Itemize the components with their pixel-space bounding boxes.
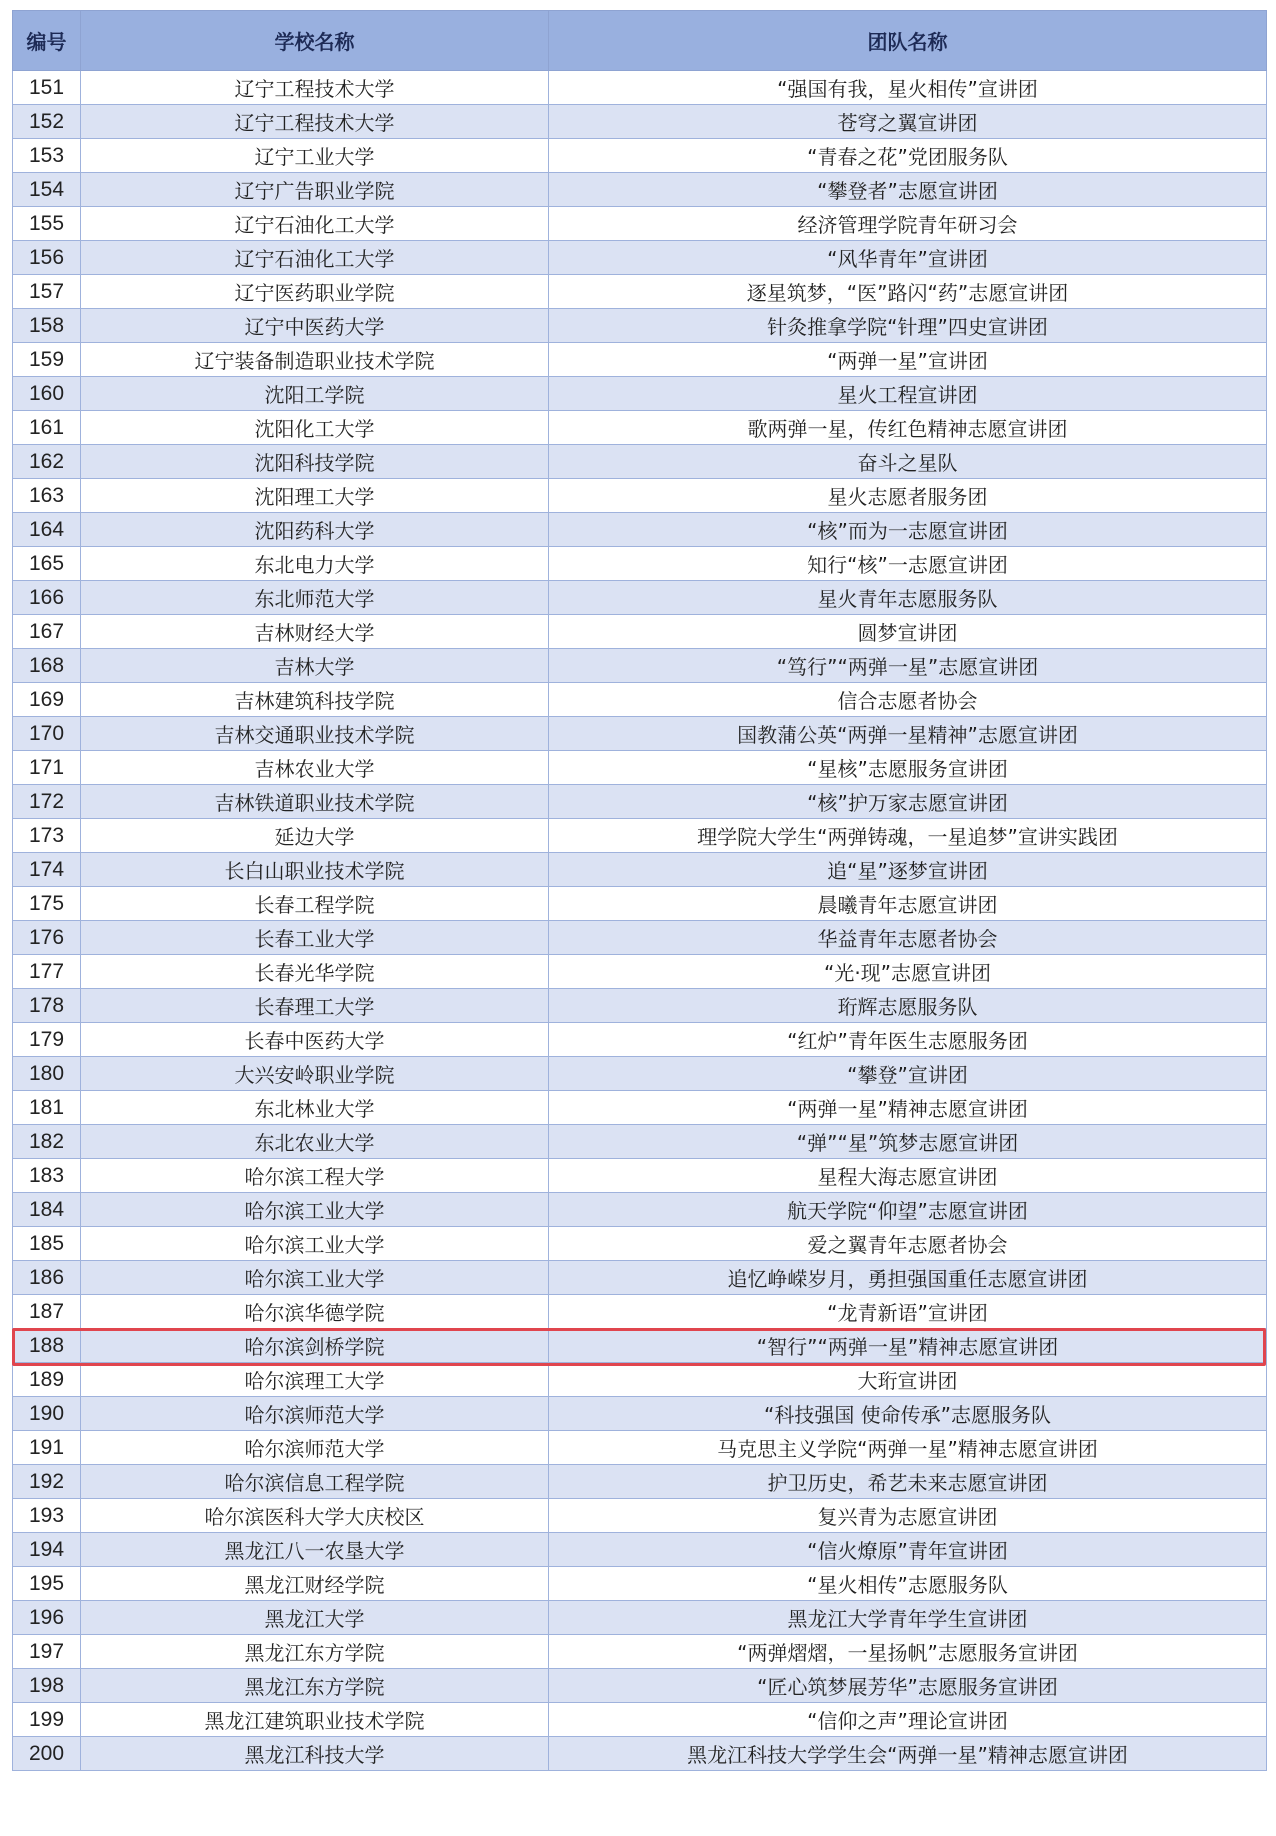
team-name-cell: 针灸推拿学院“针理”四史宣讲团 <box>549 309 1267 343</box>
row-number-cell: 176 <box>13 921 81 955</box>
row-number-cell: 169 <box>13 683 81 717</box>
team-name-cell: “匠心筑梦展芳华”志愿服务宣讲团 <box>549 1669 1267 1703</box>
school-name-cell: 黑龙江东方学院 <box>81 1635 549 1669</box>
row-number-cell: 171 <box>13 751 81 785</box>
school-name-cell: 哈尔滨工业大学 <box>81 1193 549 1227</box>
team-name-cell: 大珩宣讲团 <box>549 1363 1267 1397</box>
team-name-cell: 经济管理学院青年研习会 <box>549 207 1267 241</box>
table-row <box>13 139 1267 173</box>
team-name-cell: 追忆峥嵘岁月，勇担强国重任志愿宣讲团 <box>549 1261 1267 1295</box>
table-row <box>13 955 1267 989</box>
school-name-cell: 沈阳药科大学 <box>81 513 549 547</box>
team-name-cell: “智行”“两弹一星”精神志愿宣讲团 <box>549 1329 1267 1363</box>
school-name-cell: 沈阳工学院 <box>81 377 549 411</box>
row-number-cell: 180 <box>13 1057 81 1091</box>
table-row <box>13 717 1267 751</box>
table-row <box>13 1703 1267 1737</box>
row-number-cell: 188 <box>13 1329 81 1363</box>
table-row <box>13 343 1267 377</box>
school-name-cell: 辽宁石油化工大学 <box>81 241 549 275</box>
school-name-cell: 吉林农业大学 <box>81 751 549 785</box>
table-row <box>13 819 1267 853</box>
header-team-name: 团队名称 <box>549 11 1267 71</box>
table-row <box>13 1023 1267 1057</box>
school-name-cell: 黑龙江大学 <box>81 1601 549 1635</box>
team-name-cell: “风华青年”宣讲团 <box>549 241 1267 275</box>
row-number-cell: 152 <box>13 105 81 139</box>
table-row <box>13 1261 1267 1295</box>
table-row <box>13 105 1267 139</box>
school-name-cell: 东北农业大学 <box>81 1125 549 1159</box>
row-number-cell: 151 <box>13 71 81 105</box>
row-number-cell: 170 <box>13 717 81 751</box>
team-name-cell: 马克思主义学院“两弹一星”精神志愿宣讲团 <box>549 1431 1267 1465</box>
table-row <box>13 377 1267 411</box>
team-name-cell: “两弹一星”宣讲团 <box>549 343 1267 377</box>
table-row <box>13 1091 1267 1125</box>
school-name-cell: 黑龙江财经学院 <box>81 1567 549 1601</box>
row-number-cell: 178 <box>13 989 81 1023</box>
school-name-cell: 哈尔滨信息工程学院 <box>81 1465 549 1499</box>
team-name-cell: “攀登者”志愿宣讲团 <box>549 173 1267 207</box>
school-name-cell: 哈尔滨剑桥学院 <box>81 1329 549 1363</box>
team-name-cell: 星火青年志愿服务队 <box>549 581 1267 615</box>
row-number-cell: 181 <box>13 1091 81 1125</box>
table-row <box>13 1363 1267 1397</box>
team-name-cell: 圆梦宣讲团 <box>549 615 1267 649</box>
table-row <box>13 275 1267 309</box>
school-name-cell: 东北林业大学 <box>81 1091 549 1125</box>
row-number-cell: 159 <box>13 343 81 377</box>
table-row <box>13 751 1267 785</box>
school-name-cell: 哈尔滨工程大学 <box>81 1159 549 1193</box>
school-name-cell: 辽宁医药职业学院 <box>81 275 549 309</box>
school-name-cell: 吉林铁道职业技术学院 <box>81 785 549 819</box>
row-number-cell: 162 <box>13 445 81 479</box>
team-name-cell: “龙青新语”宣讲团 <box>549 1295 1267 1329</box>
school-name-cell: 哈尔滨医科大学大庆校区 <box>81 1499 549 1533</box>
row-number-cell: 173 <box>13 819 81 853</box>
row-number-cell: 194 <box>13 1533 81 1567</box>
team-name-cell: “红炉”青年医生志愿服务团 <box>549 1023 1267 1057</box>
row-number-cell: 182 <box>13 1125 81 1159</box>
table-row <box>13 581 1267 615</box>
school-name-cell: 哈尔滨理工大学 <box>81 1363 549 1397</box>
table-row <box>13 309 1267 343</box>
row-number-cell: 186 <box>13 1261 81 1295</box>
table-row <box>13 887 1267 921</box>
row-number-cell: 200 <box>13 1737 81 1771</box>
table-row <box>13 445 1267 479</box>
table-row <box>13 1159 1267 1193</box>
table-row <box>13 547 1267 581</box>
team-name-cell: “星火相传”志愿服务队 <box>549 1567 1267 1601</box>
table-row <box>13 649 1267 683</box>
school-name-cell: 长春工业大学 <box>81 921 549 955</box>
school-name-cell: 吉林交通职业技术学院 <box>81 717 549 751</box>
school-name-cell: 延边大学 <box>81 819 549 853</box>
table-row <box>13 921 1267 955</box>
team-name-cell: “青春之花”党团服务队 <box>549 139 1267 173</box>
row-number-cell: 189 <box>13 1363 81 1397</box>
school-name-cell: 黑龙江建筑职业技术学院 <box>81 1703 549 1737</box>
table-row <box>13 1193 1267 1227</box>
table-row <box>13 989 1267 1023</box>
table-row <box>13 1533 1267 1567</box>
team-name-cell: “核”而为一志愿宣讲团 <box>549 513 1267 547</box>
school-name-cell: 长春光华学院 <box>81 955 549 989</box>
school-name-cell: 哈尔滨工业大学 <box>81 1227 549 1261</box>
team-name-cell: 信合志愿者协会 <box>549 683 1267 717</box>
row-number-cell: 190 <box>13 1397 81 1431</box>
team-name-cell: 国教蒲公英“两弹一星精神”志愿宣讲团 <box>549 717 1267 751</box>
school-name-cell: 吉林大学 <box>81 649 549 683</box>
team-name-cell: “弹”“星”筑梦志愿宣讲团 <box>549 1125 1267 1159</box>
row-number-cell: 153 <box>13 139 81 173</box>
row-number-cell: 193 <box>13 1499 81 1533</box>
row-number-cell: 174 <box>13 853 81 887</box>
school-name-cell: 辽宁装备制造职业技术学院 <box>81 343 549 377</box>
row-number-cell: 166 <box>13 581 81 615</box>
team-name-cell: 奋斗之星队 <box>549 445 1267 479</box>
table-row <box>13 411 1267 445</box>
school-name-cell: 哈尔滨师范大学 <box>81 1397 549 1431</box>
team-name-cell: “笃行”“两弹一星”志愿宣讲团 <box>549 649 1267 683</box>
header-school-name: 学校名称 <box>81 11 549 71</box>
team-name-cell: 星火志愿者服务团 <box>549 479 1267 513</box>
team-name-cell: 追“星”逐梦宣讲团 <box>549 853 1267 887</box>
team-name-cell: 爱之翼青年志愿者协会 <box>549 1227 1267 1261</box>
team-name-cell: 黑龙江科技大学学生会“两弹一星”精神志愿宣讲团 <box>549 1737 1267 1771</box>
row-number-cell: 197 <box>13 1635 81 1669</box>
school-name-cell: 长春中医药大学 <box>81 1023 549 1057</box>
school-name-cell: 东北师范大学 <box>81 581 549 615</box>
school-name-cell: 辽宁工业大学 <box>81 139 549 173</box>
table-row <box>13 1669 1267 1703</box>
team-name-cell: 华益青年志愿者协会 <box>549 921 1267 955</box>
table-body <box>13 71 1267 1771</box>
row-number-cell: 165 <box>13 547 81 581</box>
school-name-cell: 吉林财经大学 <box>81 615 549 649</box>
table-row <box>13 785 1267 819</box>
school-name-cell: 辽宁石油化工大学 <box>81 207 549 241</box>
team-name-cell: 星程大海志愿宣讲团 <box>549 1159 1267 1193</box>
team-name-cell: “星核”志愿服务宣讲团 <box>549 751 1267 785</box>
row-number-cell: 179 <box>13 1023 81 1057</box>
school-name-cell: 长白山职业技术学院 <box>81 853 549 887</box>
table-header <box>13 11 1267 71</box>
school-name-cell: 沈阳科技学院 <box>81 445 549 479</box>
team-name-cell: “核”护万家志愿宣讲团 <box>549 785 1267 819</box>
school-name-cell: 黑龙江八一农垦大学 <box>81 1533 549 1567</box>
row-number-cell: 164 <box>13 513 81 547</box>
school-name-cell: 长春理工大学 <box>81 989 549 1023</box>
row-number-cell: 161 <box>13 411 81 445</box>
table-row <box>13 1737 1267 1771</box>
team-name-cell: “信仰之声”理论宣讲团 <box>549 1703 1267 1737</box>
school-name-cell: 黑龙江科技大学 <box>81 1737 549 1771</box>
school-name-cell: 哈尔滨华德学院 <box>81 1295 549 1329</box>
table-row <box>13 1295 1267 1329</box>
team-name-cell: “信火燎原”青年宣讲团 <box>549 1533 1267 1567</box>
team-name-cell: 星火工程宣讲团 <box>549 377 1267 411</box>
team-name-cell: 理学院大学生“两弹铸魂，一星追梦”宣讲实践团 <box>549 819 1267 853</box>
row-number-cell: 160 <box>13 377 81 411</box>
row-number-cell: 167 <box>13 615 81 649</box>
row-number-cell: 196 <box>13 1601 81 1635</box>
table-row <box>13 513 1267 547</box>
school-name-cell: 辽宁中医药大学 <box>81 309 549 343</box>
row-number-cell: 183 <box>13 1159 81 1193</box>
table-row <box>13 1465 1267 1499</box>
school-name-cell: 哈尔滨师范大学 <box>81 1431 549 1465</box>
row-number-cell: 156 <box>13 241 81 275</box>
row-number-cell: 185 <box>13 1227 81 1261</box>
table-row <box>13 1397 1267 1431</box>
table-row <box>13 1567 1267 1601</box>
team-name-cell: “强国有我，星火相传”宣讲团 <box>549 71 1267 105</box>
team-name-cell: 知行“核”一志愿宣讲团 <box>549 547 1267 581</box>
table-row <box>13 1125 1267 1159</box>
row-number-cell: 198 <box>13 1669 81 1703</box>
row-number-cell: 199 <box>13 1703 81 1737</box>
row-number-cell: 192 <box>13 1465 81 1499</box>
row-number-cell: 191 <box>13 1431 81 1465</box>
team-name-cell: “攀登”宣讲团 <box>549 1057 1267 1091</box>
team-name-cell: 苍穹之翼宣讲团 <box>549 105 1267 139</box>
table-row <box>13 1601 1267 1635</box>
table-row <box>13 683 1267 717</box>
school-name-cell: 辽宁广告职业学院 <box>81 173 549 207</box>
table-row <box>13 1057 1267 1091</box>
row-number-cell: 172 <box>13 785 81 819</box>
header-number: 编号 <box>13 11 81 71</box>
row-number-cell: 155 <box>13 207 81 241</box>
table-row <box>13 853 1267 887</box>
row-number-cell: 158 <box>13 309 81 343</box>
team-name-cell: 逐星筑梦，“医”路闪“药”志愿宣讲团 <box>549 275 1267 309</box>
school-name-cell: 沈阳理工大学 <box>81 479 549 513</box>
school-name-cell: 吉林建筑科技学院 <box>81 683 549 717</box>
team-name-cell: “科技强国 使命传承”志愿服务队 <box>549 1397 1267 1431</box>
school-name-cell: 黑龙江东方学院 <box>81 1669 549 1703</box>
table-row <box>13 1635 1267 1669</box>
table-row <box>13 71 1267 105</box>
team-name-cell: 歌两弹一星，传红色精神志愿宣讲团 <box>549 411 1267 445</box>
table-row <box>13 1499 1267 1533</box>
team-name-cell: 晨曦青年志愿宣讲团 <box>549 887 1267 921</box>
team-name-cell: “光·现”志愿宣讲团 <box>549 955 1267 989</box>
school-name-cell: 大兴安岭职业学院 <box>81 1057 549 1091</box>
table-row <box>13 207 1267 241</box>
team-name-cell: 复兴青为志愿宣讲团 <box>549 1499 1267 1533</box>
row-number-cell: 177 <box>13 955 81 989</box>
school-name-cell: 沈阳化工大学 <box>81 411 549 445</box>
team-name-cell: 航天学院“仰望”志愿宣讲团 <box>549 1193 1267 1227</box>
table-row <box>13 1227 1267 1261</box>
table-row <box>13 1431 1267 1465</box>
team-name-cell: “两弹熠熠，一星扬帆”志愿服务宣讲团 <box>549 1635 1267 1669</box>
school-name-cell: 长春工程学院 <box>81 887 549 921</box>
team-name-cell: “两弹一星”精神志愿宣讲团 <box>549 1091 1267 1125</box>
row-number-cell: 157 <box>13 275 81 309</box>
row-number-cell: 195 <box>13 1567 81 1601</box>
row-number-cell: 154 <box>13 173 81 207</box>
header-row <box>13 11 1267 71</box>
table-row <box>13 241 1267 275</box>
team-name-cell: 珩辉志愿服务队 <box>549 989 1267 1023</box>
school-name-cell: 辽宁工程技术大学 <box>81 105 549 139</box>
row-number-cell: 187 <box>13 1295 81 1329</box>
school-name-cell: 辽宁工程技术大学 <box>81 71 549 105</box>
table-row <box>13 173 1267 207</box>
row-number-cell: 168 <box>13 649 81 683</box>
table-row <box>13 615 1267 649</box>
row-number-cell: 184 <box>13 1193 81 1227</box>
team-roster-table <box>12 10 1267 1771</box>
table-row <box>13 1329 1267 1363</box>
row-number-cell: 163 <box>13 479 81 513</box>
school-name-cell: 东北电力大学 <box>81 547 549 581</box>
row-number-cell: 175 <box>13 887 81 921</box>
school-name-cell: 哈尔滨工业大学 <box>81 1261 549 1295</box>
team-name-cell: 黑龙江大学青年学生宣讲团 <box>549 1601 1267 1635</box>
team-name-cell: 护卫历史，希艺未来志愿宣讲团 <box>549 1465 1267 1499</box>
table-row <box>13 479 1267 513</box>
team-roster-sheet <box>12 10 1266 1771</box>
